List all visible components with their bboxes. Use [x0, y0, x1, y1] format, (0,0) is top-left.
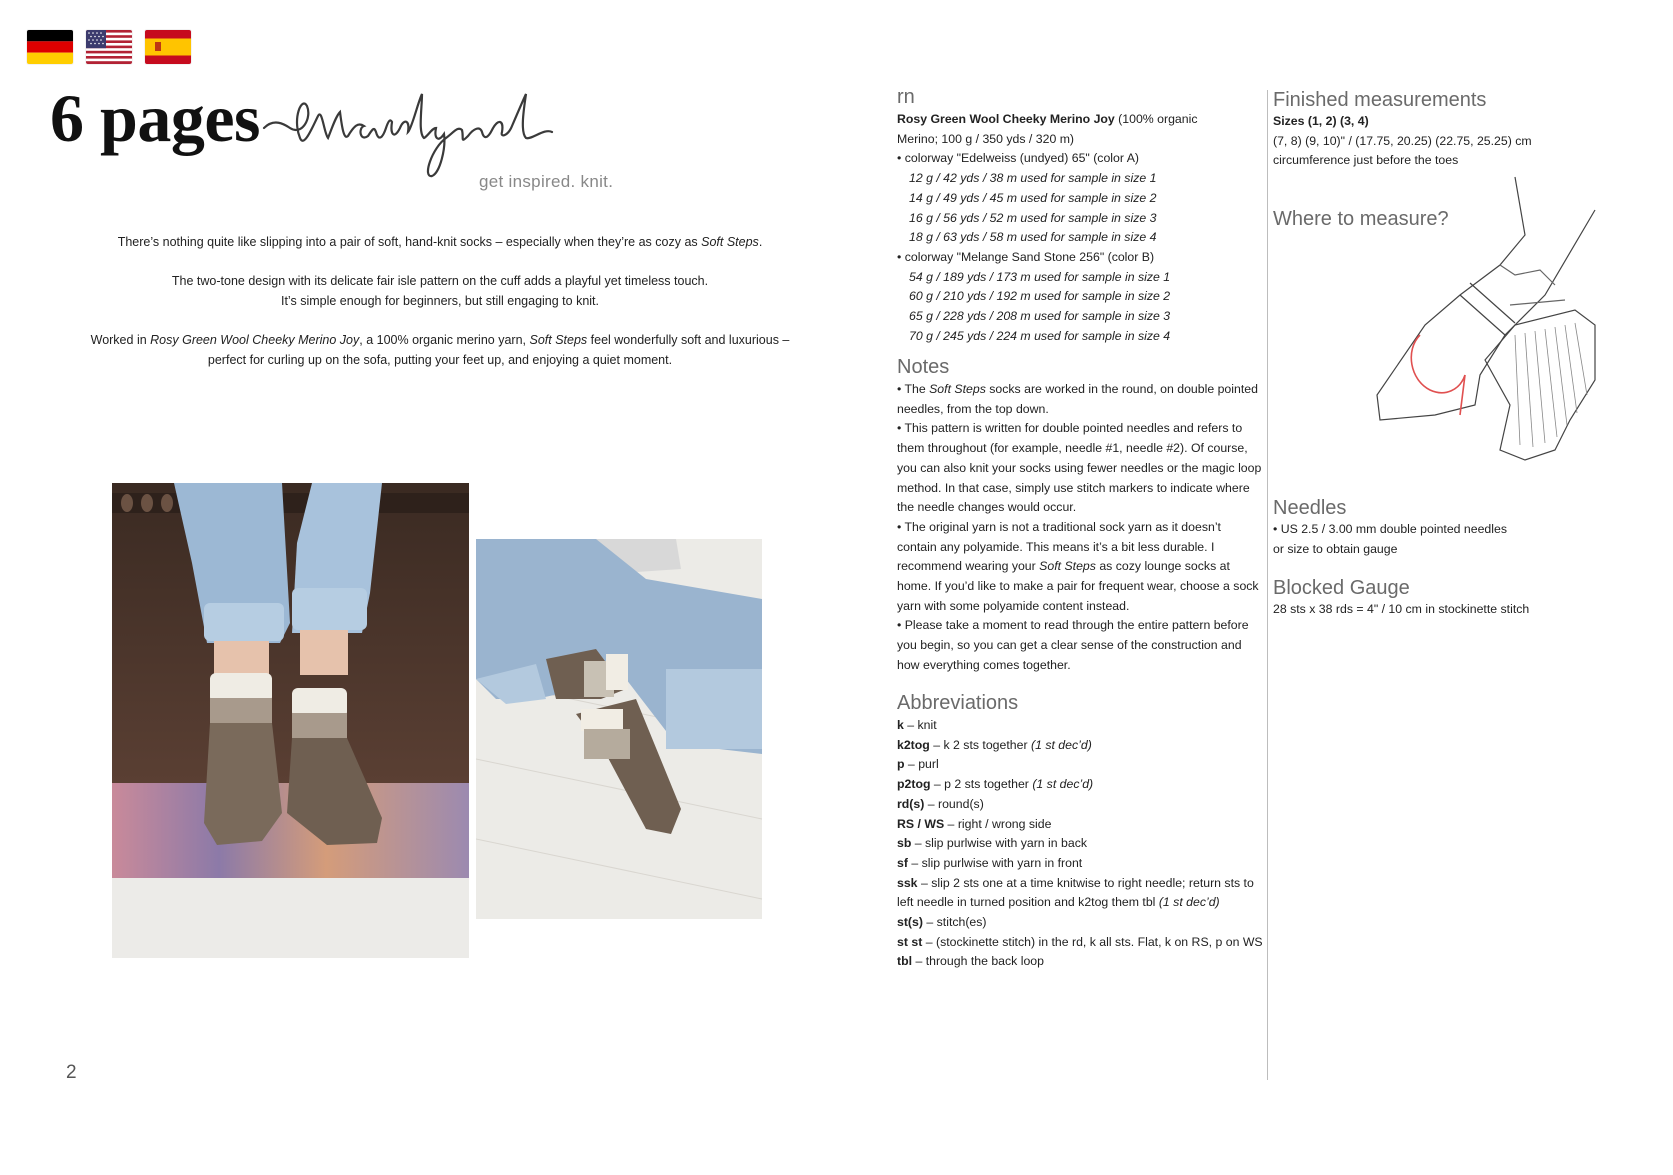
page-number: 2 [66, 1062, 77, 1083]
abbreviation-definition: left needle in turned position and k2tog them tbl [897, 895, 1159, 910]
abbreviation-definition: – round(s) [924, 796, 984, 811]
gauge-section: Blocked Gauge 28 sts x 38 rds = 4" / 10 cm in stockinette stitch [1273, 576, 1573, 620]
abbreviation-item [897, 893, 1267, 913]
abbreviation-item [897, 736, 1267, 756]
page-title: 6 pages [50, 80, 260, 156]
abbreviation-definition: – right / wrong side [944, 816, 1052, 831]
abbreviation-term: RS / WS [897, 816, 945, 831]
column-divider [1267, 90, 1268, 1080]
abbreviation-item [897, 815, 1267, 835]
abbreviation-term: rd(s) [897, 796, 925, 811]
abbreviation-term: tbl [897, 954, 913, 969]
us-flag-icon[interactable] [86, 30, 132, 64]
intro-paragraph-1: There’s nothing quite like slipping into a pair of soft, hand-knit socks – especially when they’re as cozy as Soft Steps. [117, 235, 763, 249]
abbreviation-item [897, 933, 1267, 953]
abbreviation-term: p [897, 757, 905, 772]
photo-socks-sitting [476, 539, 762, 919]
abbreviation-term: k [897, 718, 904, 732]
color-b: • colorway "Melange Sand Stone 256" (color B) [897, 249, 1155, 264]
notes-heading: Notes [897, 356, 950, 378]
abbreviation-definition: – k 2 sts together [929, 737, 1031, 752]
abbreviation-item [897, 913, 1267, 933]
abbreviation-definition: – slip 2 sts one at a time knitwise to right needle; return sts to [917, 875, 1254, 890]
abbreviation-item [897, 952, 1267, 972]
gauge-heading: Blocked Gauge [1273, 577, 1410, 599]
german-flag-icon[interactable] [27, 30, 73, 64]
where-heading: Where to measure? [1273, 208, 1449, 230]
abbreviation-item [897, 755, 1267, 775]
abbreviation-definition: – stitch(es) [922, 915, 987, 930]
abbreviation-definition: – slip purlwise with yarn in front [907, 855, 1083, 870]
spanish-flag-icon[interactable] [145, 30, 191, 64]
abbreviation-term: sf [897, 855, 908, 870]
abbreviation-item [897, 834, 1267, 854]
abbreviation-term: p2tog [897, 777, 931, 792]
sock-measurement-illustration [1365, 175, 1600, 495]
abbreviation-definition: – knit [903, 718, 937, 732]
abbreviation-term: ssk [897, 875, 918, 890]
abbreviations-heading: Abbreviations [897, 692, 1019, 714]
abbreviation-definition: – (stockinette stitch) in the rd, k all sts. Flat, k on RS, p on WS [922, 934, 1263, 949]
abbreviation-item [897, 854, 1267, 874]
abbreviation-definition: – purl [904, 757, 939, 772]
abbreviation-definition: – slip purlwise with yarn in back [911, 836, 1088, 851]
abbreviation-item [897, 716, 1267, 736]
abbreviation-definition: – p 2 sts together [930, 777, 1033, 792]
needles-heading: Needles [1273, 497, 1347, 519]
abbreviation-item [897, 795, 1267, 815]
abbreviation-note: (1 st dec’d) [1158, 895, 1220, 910]
abbreviation-note: (1 st dec’d) [1032, 777, 1094, 792]
abbreviations-section [897, 691, 1267, 972]
intro-paragraph-2: The two-tone design with its delicate fair isle pattern on the cuff adds a playful yet timeless touch. It’s simple enough for beginners, but still engaging to knit. [171, 274, 709, 308]
abbreviation-item [897, 874, 1267, 894]
language-flags [27, 30, 191, 64]
abbreviation-definition: – through the back loop [912, 954, 1044, 969]
abbreviation-item [897, 775, 1267, 795]
abbreviation-note: (1 st dec’d) [1030, 737, 1092, 752]
abbreviation-term: st st [897, 934, 923, 949]
finished-heading: Finished measurements [1273, 89, 1487, 111]
abbreviation-term: st(s) [897, 915, 923, 930]
color-a: • colorway "Edelweiss (undyed) 65" (color A) [897, 151, 1139, 166]
notes-section: Notes • The Soft Steps socks are worked in the round, on double pointed needles, from the top down. • This pattern is written for double pointed needles and refers to them throughout (for example, needle #1, needle #2). Of course, you can also knit your socks using fewer needles or the magic loop method. In that case, simply use stitch markers to indicate where the needle changes would occur. • The original yarn is not a traditional sock yarn as it doesn’t contain any polyamide. This means it’s a bit less durable. I recommend wearing your Soft Steps as cozy lounge socks at home. If you’d like to make a pair for frequent wear, choose a sock yarn with some polyamide content instead. • Please take a moment to read through the entire pattern before you begin, so you can get a clear sense of the construction and how everything comes together. [897, 355, 1267, 676]
yarn-section: rn Rosy Green Wool Cheeky Merino Joy (100% organic Merino; 100 g / 350 yds / 320 m) • colorway "Edelweiss (undyed) 65" (color A) 12 g / 42 yds / 38 m used for sample in size 1 14 g / 49 yds / 45 m used for sample in size 2 16 g / 56 yds / 52 m used for sample in size 3 18 g / 63 yds / 58 m used for sample in size 4 • colorway "Melange Sand Stone 256" (color B) 54 g / 189 yds / 173 m used for sample in size 1 60 g / 210 yds / 192 m used for sample in size 2 65 g / 228 yds / 208 m used for sample in size 3 70 g / 245 yds / 224 m used for sample in size 4 [897, 85, 1267, 346]
yarn-heading: rn [897, 86, 915, 108]
finished-measurements-section: Finished measurements Sizes (1, 2) (3, 4) (7, 8) (9, 10)" / (17.75, 20.25) (22.75, 25.25) cm circumference just before the toes [1273, 88, 1573, 171]
abbreviation-term: k2tog [897, 737, 930, 752]
mairlynd-logo-script-icon [262, 88, 572, 183]
yarn-name: Rosy Green Wool Cheeky Merino Joy [897, 112, 1115, 126]
intro-paragraph-3: Worked in Rosy Green Wool Cheeky Merino Joy, a 100% organic merino yarn, Soft Steps feel wonderfully soft and luxurious – perfect for curling up on the sofa, putting your feet up, and enjoying a quiet moment. [90, 333, 790, 367]
photo-socks-standing [112, 483, 469, 958]
abbreviations-list [897, 716, 1267, 972]
needles-section: Needles • US 2.5 / 3.00 mm double pointed needles or size to obtain gauge [1273, 496, 1573, 559]
abbreviation-term: sb [897, 836, 912, 851]
logo-tagline: get inspired. knit. [479, 172, 614, 191]
